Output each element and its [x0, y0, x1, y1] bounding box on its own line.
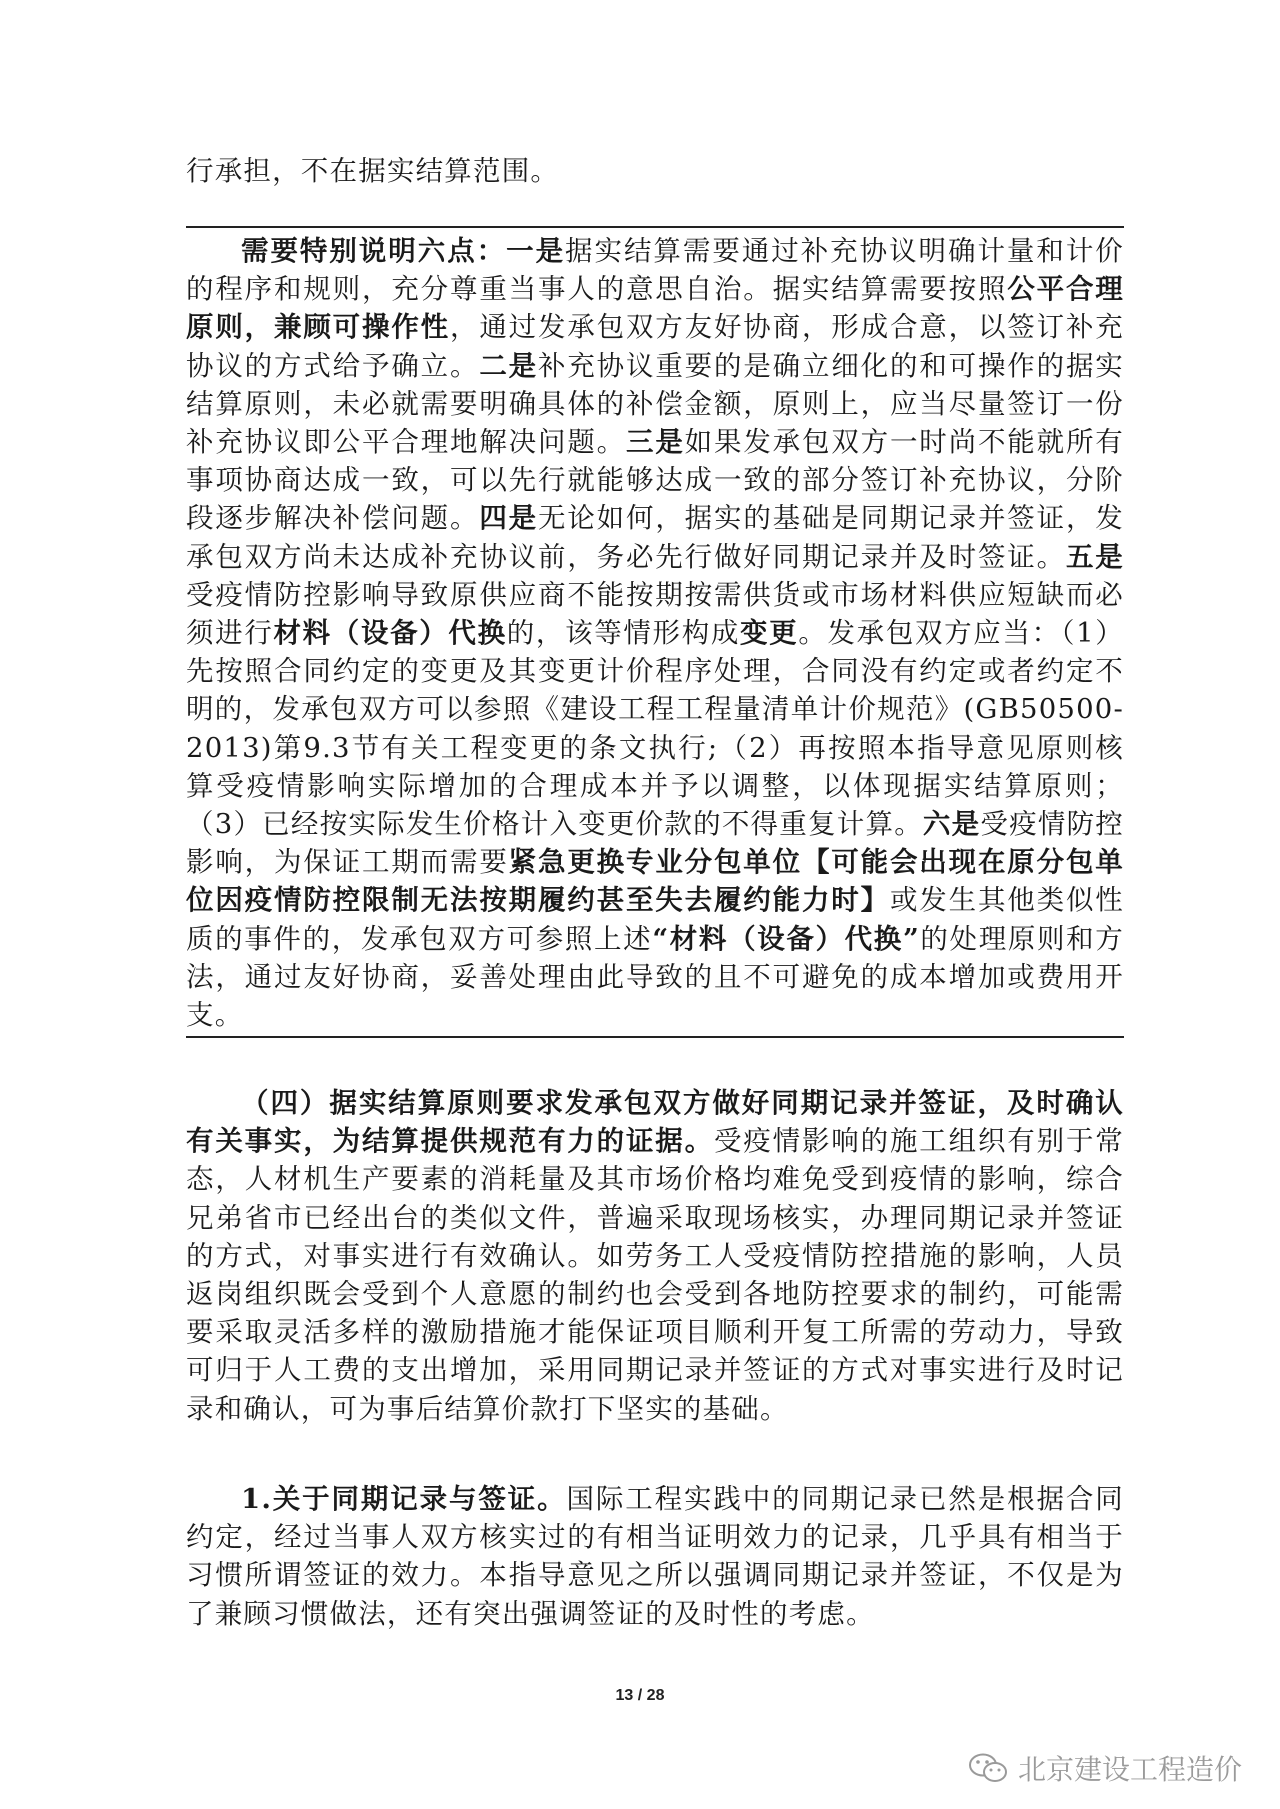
- note-run-bold: 一是: [506, 235, 566, 267]
- top-fragment-text: 行承担，不在据实结算范围。: [186, 155, 560, 187]
- note-run-bold: 公平合理原则，兼顾可操作性: [186, 273, 1124, 344]
- note-run: 。发承包双方应当：（1）先按照合同约定的变更及其变更计价程序处理，合同没有约定或者约定不明的，发承包双方可以参照《建设工程工程量清单计价规范》(GB50500-2013)第9.3节有关工程变更的条文执行;（2）再按照本指导意见原则核算受疫情影响实际增加的合理成本并予以调整，以体现据实结算原则；（3）已经按实际发生价格计入变更价款的不得重复计算。: [186, 617, 1125, 841]
- section-four-heading: （四）据实结算原则要求发承包双方做好同期记录并签证，及时确认有关事实，为结算提供规范有力的证据。: [186, 1087, 1124, 1158]
- note-run-bold: 三是: [625, 426, 685, 459]
- note-run-bold: 紧急更换专业分包单位【可能会出现在原分包单位因疫情防控限制无法按期履约甚至失去履约能力时】: [186, 846, 1124, 917]
- subsection-1-paragraph: [186, 1480, 1124, 1633]
- note-run: 的，该等情形构成: [506, 617, 741, 650]
- note-run: ，通过发承包双方友好协商，形成合意，以签订补充协议的方式给予确立。: [186, 311, 1124, 382]
- section-four-paragraph: [186, 1084, 1124, 1428]
- section-four: [186, 1084, 1124, 1428]
- wechat-icon: [968, 1751, 1008, 1785]
- page-number: 13 / 28: [615, 1687, 665, 1704]
- note-run: 的处理原则和方法，通过友好协商，妥善处理由此导致的且不可避免的成本增加或费用开支。: [186, 922, 1125, 1032]
- note-run-bold: 材料（设备）代换: [273, 617, 507, 650]
- note-run: 受疫情防控影响，为保证工期而需要: [186, 808, 1125, 879]
- note-run-bold: 四是: [479, 502, 538, 535]
- section-four-body: 受疫情影响的施工组织有别于常态，人材机生产要素的消耗量及其市场价格均难免受到疫情的影响，综合兄弟省市已经出台的类似文件，普遍采取现场核实，办理同期记录并签证的方式，对事实进行有效确认。如劳务工人受疫情防控措施的影响，人员返岗组织既会受到个人意愿的制约也会受到各地防控要求的制约，可能需要采取灵活多样的激励措施才能保证项目顺利开复工所需的劳动力，导致可归于人工费的支出增加，采用同期记录并签证的方式对事实进行及时记录和确认，可为事后结算价款打下坚实的基础。: [186, 1125, 1124, 1425]
- top-fragment: [186, 152, 1124, 190]
- note-run-bold: 需要特别说明六点：: [241, 235, 507, 267]
- note-run-bold: 二是: [479, 349, 538, 382]
- note-run: 无论如何，据实的基础是同期记录并签证，发承包双方尚未达成补充协议前，务必先行做好同期记录并及时签证。: [186, 502, 1125, 573]
- note-run-bold: 变更: [740, 617, 799, 650]
- note-run: 据实结算需要通过补充协议明确计量和计价的程序和规则，充分尊重当事人的意思自治。据实结算需要按照: [186, 235, 1124, 306]
- note-run-bold: “材料（设备）代换”: [652, 922, 920, 955]
- note-box: [186, 232, 1124, 1034]
- watermark-text: 北京建设工程造价: [1017, 1753, 1242, 1786]
- note-run: 补充协议重要的是确立细化的和可操作的据实结算原则，未必就需要明确具体的补偿金额，原则上，应当尽量签订一份补充协议即公平合理地解决问题。: [186, 349, 1125, 459]
- note-run: 受疫情防控影响导致原供应商不能按期按需供货或市场材料供应短缺而必须进行: [186, 578, 1124, 650]
- note-run: 或发生其他类似性质的事件的，发承包双方可参照上述: [186, 884, 1124, 955]
- subsection-1: [186, 1480, 1124, 1633]
- note-top-rule: [186, 226, 1124, 228]
- note-box-text: [186, 232, 1124, 1034]
- note-run: 如果发承包双方一时尚不能就所有事项协商达成一致，可以先行就能够达成一致的部分签订补充协议，分阶段逐步解决补偿问题。: [186, 426, 1125, 535]
- subsection-1-heading: 1.关于同期记录与签证。: [241, 1483, 567, 1515]
- watermark: [968, 1748, 1242, 1788]
- subsection-1-body: 国际工程实践中的同期记录已然是根据合同约定，经过当事人双方核实过的有相当证明效力的记录，几乎具有相当于习惯所谓签证的效力。本指导意见之所以强调同期记录并签证，不仅是为了兼顾习惯做法，还有突出强调签证的及时性的考虑。: [186, 1483, 1124, 1630]
- note-run-bold: 五是: [1065, 540, 1125, 573]
- note-bottom-rule: [186, 1036, 1124, 1038]
- note-run-bold: 六是: [922, 808, 981, 841]
